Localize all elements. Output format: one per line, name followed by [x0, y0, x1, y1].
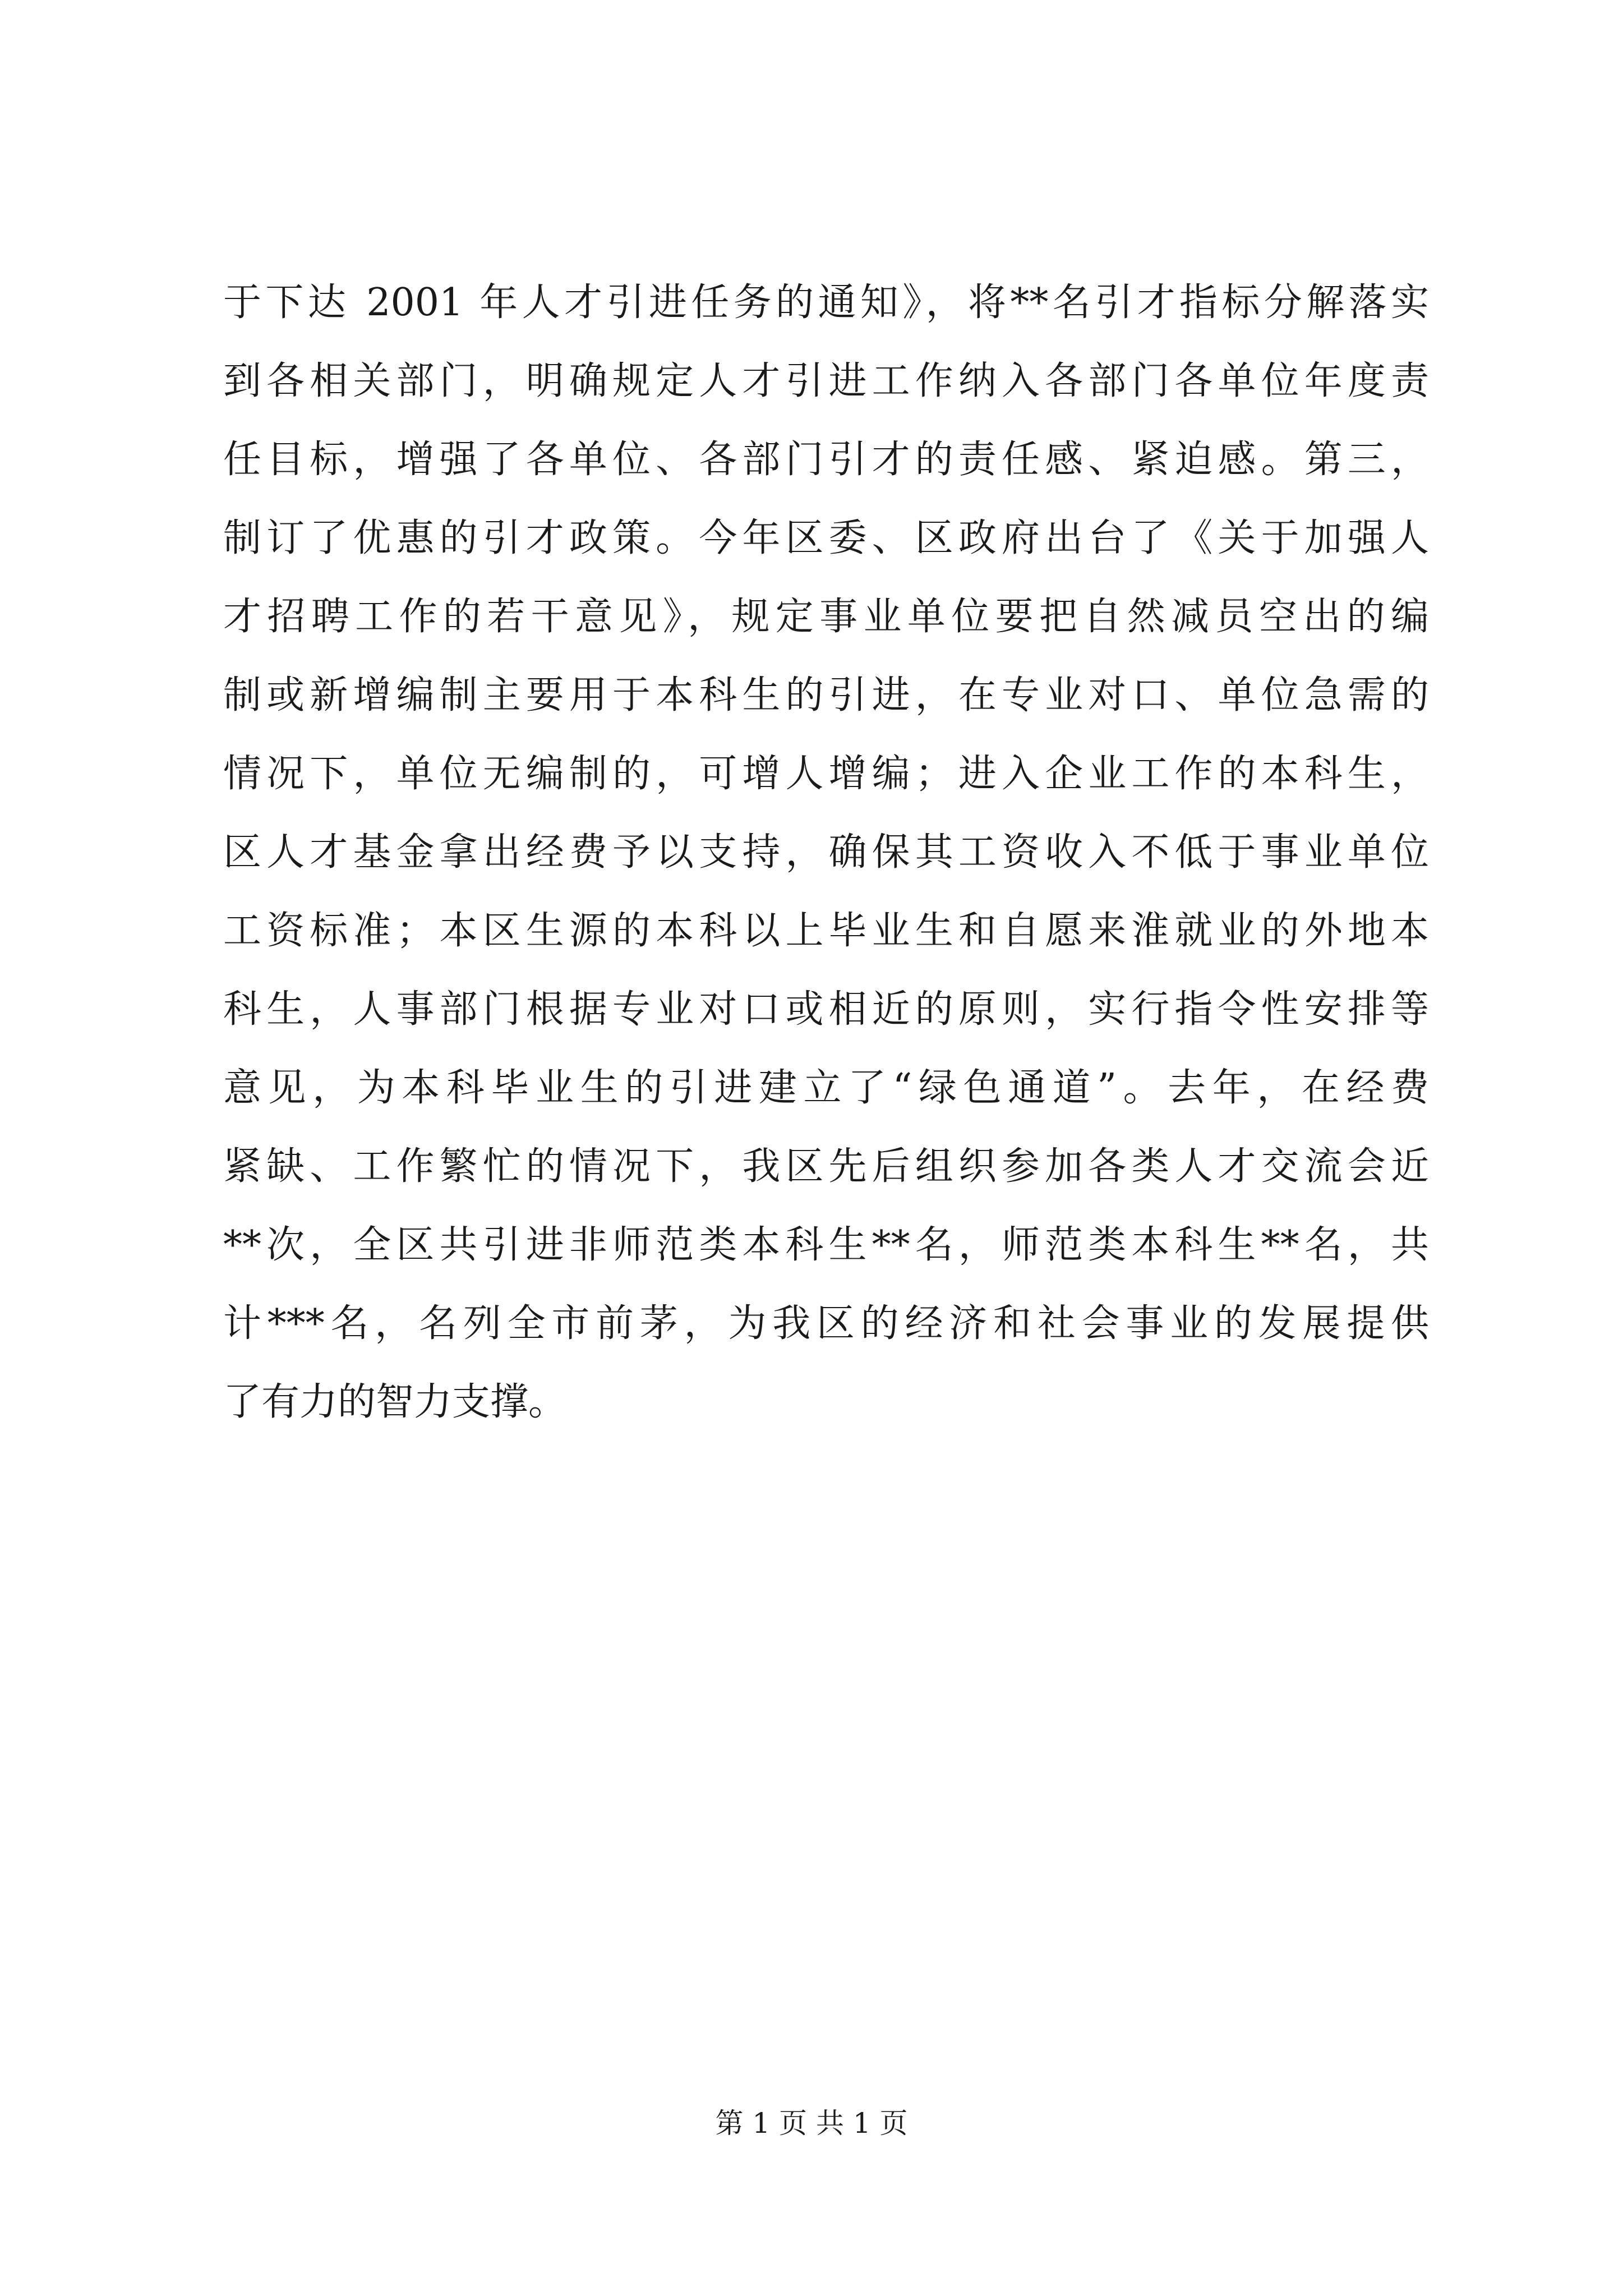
text-line: 紧缺、工作繁忙的情况下，我区先后组织参加各类人才交流会近 [223, 1144, 1429, 1189]
text-line: 计***名，名列全市前茅，为我区的经济和社会事业的发展提供 [223, 1301, 1429, 1346]
text-line: **次，全区共引进非师范类本科生**名，师范类本科生**名，共 [223, 1223, 1429, 1267]
text-line: 任目标，增强了各单位、各部门引才的责任感、紧迫感。第三， [223, 438, 1429, 482]
text-line: 于下达 2001 年人才引进任务的通知》，将**名引才指标分解落实 [223, 280, 1429, 325]
text-line: 意见，为本科毕业生的引进建立了“绿色通道”。去年，在经费 [223, 1066, 1429, 1110]
text-line: 制或新增编制主要用于本科生的引进，在专业对口、单位急需的 [223, 673, 1429, 717]
text-line: 到各相关部门，明确规定人才引进工作纳入各部门各单位年度责 [223, 359, 1429, 403]
text-line: 情况下，单位无编制的，可增人增编；进入企业工作的本科生， [223, 752, 1429, 796]
text-line: 了有力的智力支撑。 [223, 1380, 567, 1424]
page-number-footer: 第 1 页 共 1 页 [715, 2107, 908, 2139]
text-line: 科生，人事部门根据专业对口或相近的原则，实行指令性安排等 [223, 987, 1429, 1032]
text-line: 制订了优惠的引才政策。今年区委、区政府出台了《关于加强人 [223, 516, 1429, 560]
text-line: 工资标准；本区生源的本科以上毕业生和自愿来淮就业的外地本 [223, 909, 1429, 953]
text-line: 才招聘工作的若干意见》，规定事业单位要把自然减员空出的编 [223, 595, 1429, 639]
body-paragraph [223, 264, 1429, 1442]
text-line: 区人才基金拿出经费予以支持，确保其工资收入不低于事业单位 [223, 830, 1429, 875]
